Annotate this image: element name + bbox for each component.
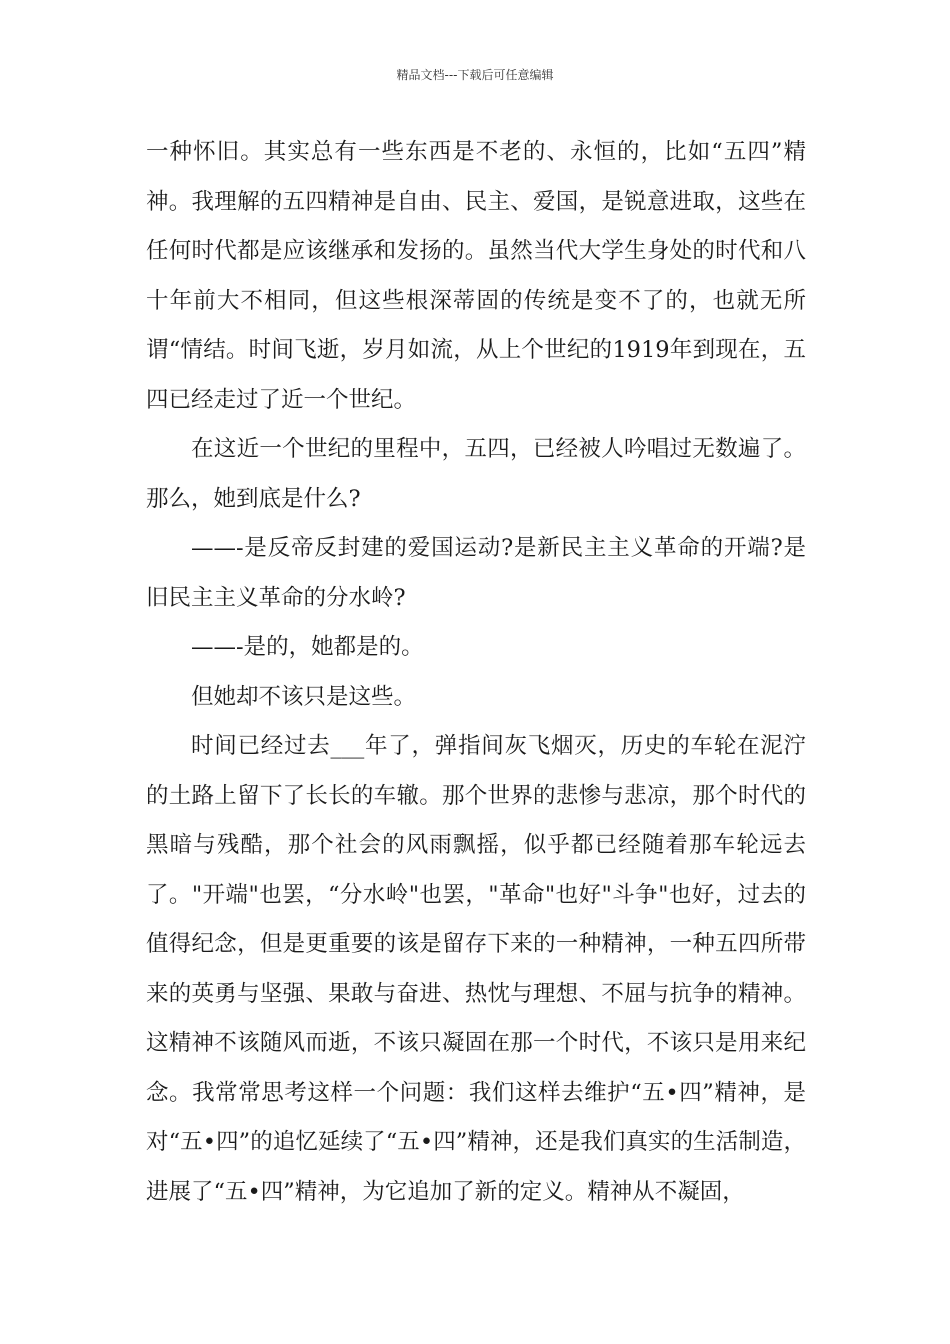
paragraph: 在这近一个世纪的里程中，五四，已经被人吟唱过无数遍了。那么，她到底是什么? [146, 436, 806, 512]
paragraph: ——-是的，她都是的。 [191, 634, 424, 660]
document-body [146, 128, 806, 1217]
paragraph: ——-是反帝反封建的爱国运动?是新民主主义革命的开端?是旧民主主义革命的分水岭? [146, 535, 806, 611]
page-header: 精品文档---下载后可任意编辑 [396, 68, 554, 82]
paragraph-continuation: 一种怀旧。其实总有一些东西是不老的、永恒的，比如“五四”精神。我理解的五四精神是自由、民主、爱国，是锐意进取，这些在任何时代都是应该继承和发扬的。虽然当代大学生身处的时代和八十年前大不相同，但这些根深蒂固的传统是变不了的，也就无所谓“情结。时间飞逝，岁月如流，从上个世纪的1919年到现在，五四已经走过了近一个世纪。 [146, 139, 806, 413]
paragraph: 但她却不该只是这些。 [191, 683, 417, 710]
paragraph: 时间已经过去___年了，弹指间灰飞烟灭，历史的车轮在泥泞的土路上留下了长长的车辙。那个世界的悲惨与悲凉，那个时代的黑暗与残酷，那个社会的风雨飘摇，似乎都已经随着那车轮远去了。"开端"也罢，“分水岭"也罢，"革命"也好"斗争"也好，过去的值得纪念，但是更重要的该是留存下来的一种精神，一种五四所带来的英勇与坚强、果敢与奋进、热忱与理想、不屈与抗争的精神。这精神不该随风而逝，不该只凝固在那一个时代，不该只是用来纪念。我常常思考这样一个问题：我们这样去维护“五•四”精神，是对“五•四”的追忆延续了“五•四”精神，还是我们真实的生活制造，进展了“五•四”精神，为它追加了新的定义。精神从不凝固， [146, 733, 806, 1205]
